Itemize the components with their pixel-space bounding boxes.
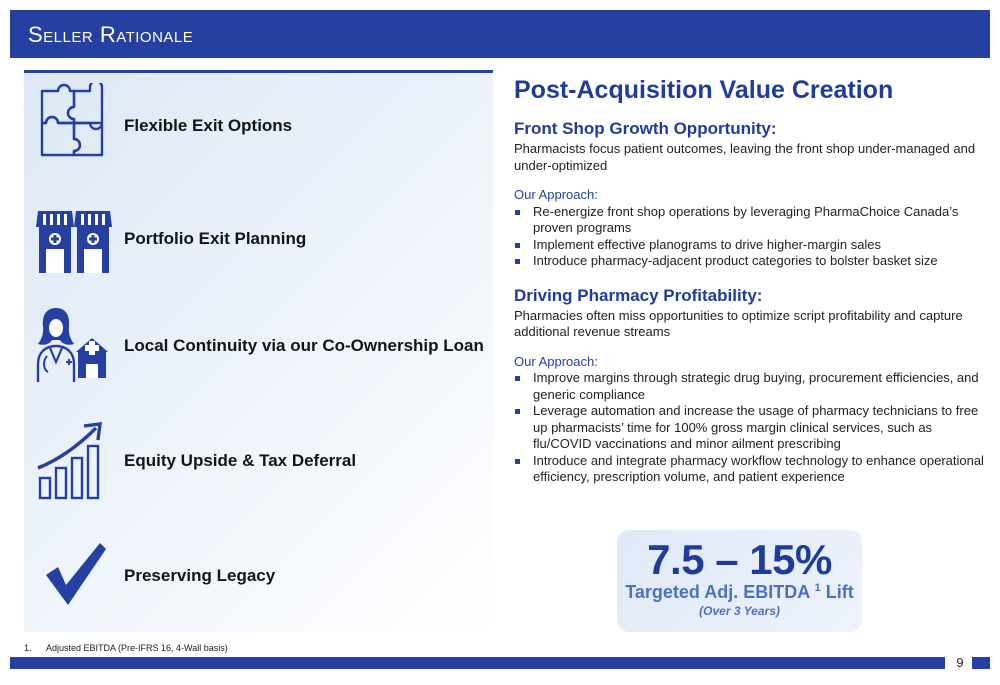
value-creation-title: Post-Acquisition Value Creation [514, 76, 894, 104]
front-shop-section [514, 119, 984, 270]
storefront-icon [34, 201, 114, 281]
rationale-item-local-continuity [24, 302, 493, 402]
rationale-label: Equity Upside & Tax Deferral [124, 451, 357, 470]
footnote-marker: 1 [814, 582, 821, 594]
rationale-label: Preserving Legacy [124, 566, 276, 585]
section-title: Driving Pharmacy Profitability: [514, 285, 763, 305]
rationale-item-equity-upside [24, 418, 493, 518]
rationale-label: Local Continuity via our Co-Ownership Loan [124, 336, 484, 355]
rationale-item-preserving-legacy [24, 531, 493, 631]
puzzle-icon [34, 83, 114, 163]
footnote-number: 1. [24, 643, 32, 653]
value-creation-column [514, 76, 984, 486]
list-item: Improve margins through strategic drug buying, procurement efficiencies, and generic compliance [514, 370, 984, 403]
footnote [24, 643, 228, 653]
section-description: Pharmacists focus patient outcomes, leaving the front shop under-managed and under-optimized [514, 141, 976, 173]
list-item: Leverage automation and increase the usage of pharmacy technicians to free up pharmacists’ time for 100% gross margin clinical services, such as flu/COVID vaccinations and minor ailment prescribing [514, 403, 984, 453]
rationale-item-portfolio-exit [24, 195, 493, 295]
section-description: Pharmacies often miss opportunities to optimize script profitability and capture additional revenue streams [514, 307, 963, 339]
rationale-label: Flexible Exit Options [124, 116, 293, 135]
footer-bar [10, 657, 945, 669]
kpi-label-text: Targeted Adj. EBITDA [625, 582, 810, 602]
ebitda-kpi-card [617, 530, 862, 632]
list-item: Introduce and integrate pharmacy workflow technology to enhance operational efficiency, prescription volume, and patient experience [514, 453, 984, 486]
list-item: Re-energize front shop operations by leveraging PharmaChoice Canada’s proven programs [514, 204, 984, 237]
kpi-label [617, 582, 862, 603]
approach-label: Our Approach: [514, 187, 598, 202]
list-item: Implement effective planograms to drive higher-margin sales [514, 237, 984, 254]
pharmacist-icon [34, 304, 114, 384]
seller-rationale-panel [24, 70, 493, 632]
approach-label: Our Approach: [514, 353, 598, 369]
checkmark-icon [34, 535, 114, 615]
approach-list [514, 204, 984, 270]
approach-list [514, 370, 984, 486]
footnote-text: Adjusted EBITDA (Pre-IFRS 16, 4-Wall basis) [46, 643, 228, 653]
page-number: 9 [956, 655, 964, 670]
footer-bar-end [972, 657, 990, 669]
page-title: Seller Rationale [28, 22, 194, 47]
kpi-subtitle: (Over 3 Years) [699, 604, 780, 618]
growth-chart-icon [34, 420, 114, 500]
section-title: Front Shop Growth Opportunity: [514, 119, 777, 138]
rationale-label: Portfolio Exit Planning [124, 229, 307, 248]
kpi-label-suffix: Lift [825, 582, 854, 602]
pharmacy-profitability-section [514, 286, 984, 486]
rationale-item-flexible-exit [24, 81, 493, 181]
kpi-value: 7.5 – 15% [647, 536, 832, 583]
list-item: Introduce pharmacy-adjacent product categories to bolster basket size [514, 253, 984, 270]
